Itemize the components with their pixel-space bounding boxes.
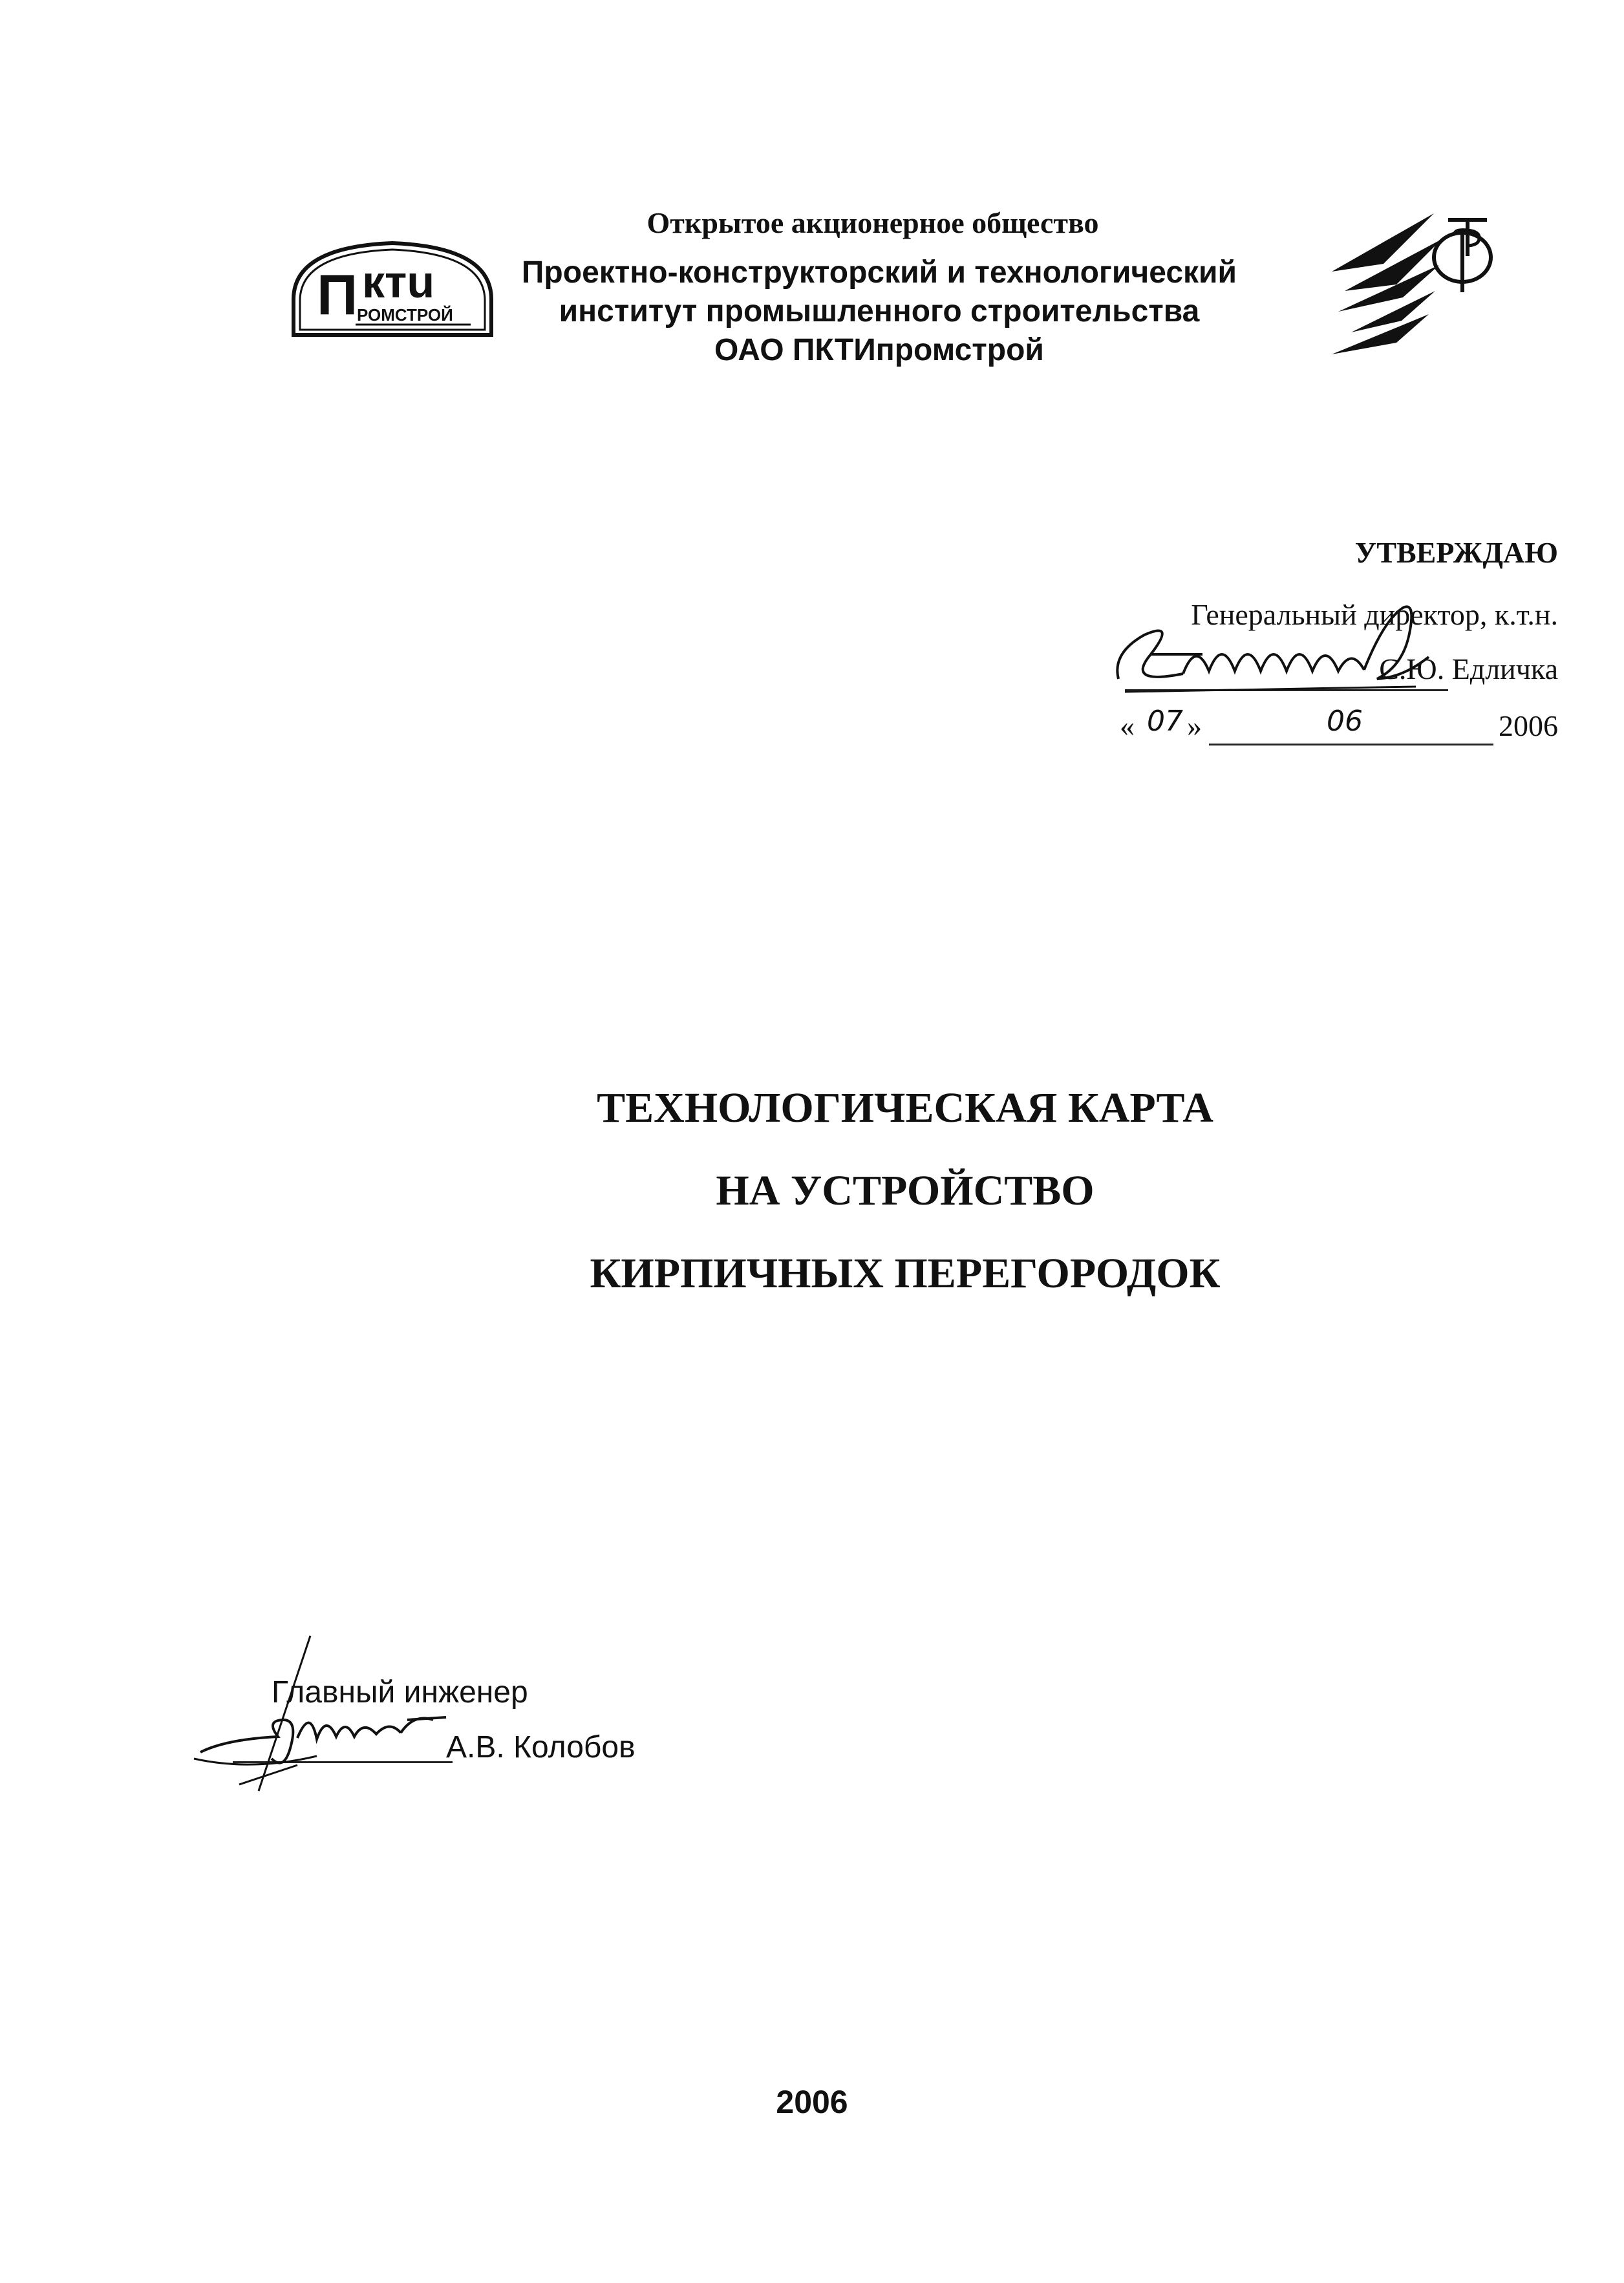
date-quote-open: « [1120,709,1135,742]
document-title [323,1067,1487,1315]
approval-year: 2006 [1499,709,1558,742]
approval-position: Генеральный директор, к.т.н. [1191,598,1558,631]
institute-name [491,253,1267,370]
chief-engineer-position: Главный инженер [272,1675,528,1710]
date-quote-close: » [1187,709,1202,742]
date-underline [1209,744,1493,745]
emblem-logo [1325,194,1495,357]
logo-text-bottom: РОМСТРОЙ [357,305,453,325]
title-line-2: НА УСТРОЙСТВО [716,1167,1095,1214]
pkti-logo [286,238,499,339]
date-day: 07 [1147,705,1183,738]
institute-line-2: институт промышленного строительства [559,294,1200,328]
chief-engineer-name: А.В. Колобов [446,1730,636,1764]
logo-text-top: ктu [362,257,435,307]
title-line-3: КИРПИЧНЫХ ПЕРЕГОРОДОК [590,1250,1221,1297]
director-signature [1106,595,1442,718]
title-line-1: ТЕХНОЛОГИЧЕСКАЯ КАРТА [597,1084,1213,1131]
institute-line-1: Проектно-конструкторский и технологический [521,255,1237,290]
date-month: 06 [1327,705,1363,738]
footer-year: 2006 [776,2084,848,2120]
approval-title: УТВЕРЖДАЮ [1354,536,1558,569]
chief-engineer-signature [187,1623,459,1804]
approval-name: С.Ю. Едличка [1379,652,1558,685]
institute-line-3: ОАО ПКТИпромстрой [714,333,1044,367]
company-type: Открытое акционерное общество [646,206,1099,239]
logo-letter: П [317,263,358,327]
